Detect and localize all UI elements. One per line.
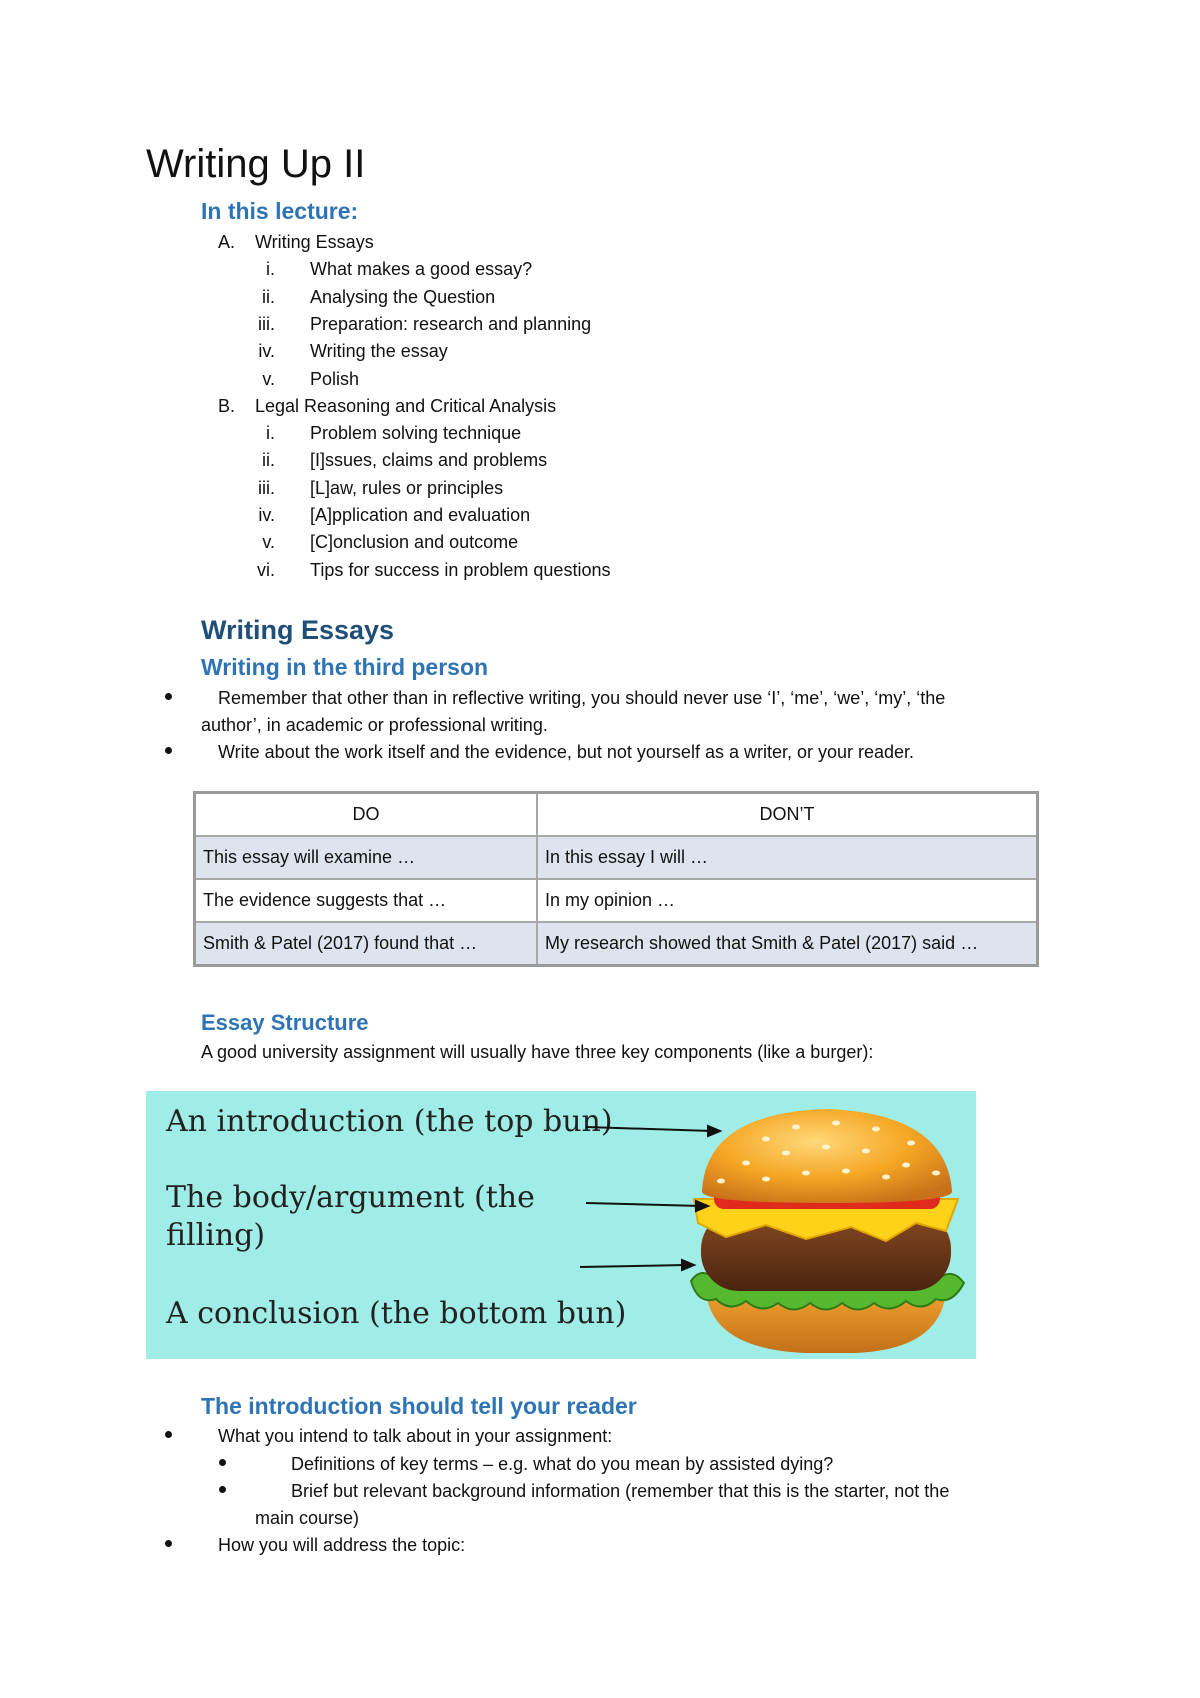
toc-item-text: [I]ssues, claims and problems bbox=[310, 450, 548, 471]
toc-item-text: [C]onclusion and outcome bbox=[310, 532, 519, 553]
toc-item-number: A. bbox=[218, 232, 236, 252]
essay-structure-heading: Essay Structure bbox=[201, 1010, 369, 1035]
table-row bbox=[195, 836, 1038, 879]
burger-label-top: An introduction (the top bun) bbox=[166, 1104, 613, 1139]
toc-item-text: Tips for success in problem questions bbox=[310, 559, 611, 580]
toc-item-number: B. bbox=[218, 395, 236, 416]
bullet-icon bbox=[165, 747, 172, 754]
toc-item-text: Problem solving technique bbox=[310, 423, 522, 444]
lecture-heading: In this lecture: bbox=[201, 198, 359, 224]
intro-sub-bullet-1: Definitions of key terms – e.g. what do you mean by assisted dying? bbox=[291, 1454, 834, 1474]
toc-item-text: What makes a good essay? bbox=[310, 259, 533, 280]
table-header-do: DO bbox=[195, 793, 538, 837]
top-bun-icon bbox=[702, 1109, 952, 1203]
table-cell: Smith & Patel (2017) found that … bbox=[195, 922, 538, 966]
intro-sub-bullet-2 bbox=[255, 1478, 1075, 1532]
arrow-middle-icon bbox=[586, 1203, 701, 1206]
toc-item-number: ii. bbox=[262, 450, 275, 471]
arrow-bottom-icon bbox=[580, 1265, 686, 1267]
toc-item-text: [L]aw, rules or principles bbox=[310, 477, 504, 498]
bullet-1-line-1: Remember that other than in reflective writing, you should never use ‘I’, ‘me’, ‘we’, ‘my’, ‘the bbox=[218, 688, 946, 708]
table-header-dont: DON’T bbox=[537, 793, 1038, 837]
bullet-icon bbox=[165, 1540, 172, 1547]
burger-label-bottom: A conclusion (the bottom bun) bbox=[166, 1296, 627, 1331]
introduction-heading: The introduction should tell your reader bbox=[201, 1393, 637, 1419]
intro-bullet-1: What you intend to talk about in your assignment: bbox=[218, 1426, 613, 1446]
toc-item-number: i. bbox=[266, 259, 275, 280]
table-cell: The evidence suggests that … bbox=[195, 879, 538, 922]
bullet-icon bbox=[219, 1486, 226, 1493]
toc-item-text: [A]pplication and evaluation bbox=[310, 505, 531, 525]
toc-item-text: Preparation: research and planning bbox=[310, 313, 592, 334]
burger-label-middle-line-2: filling) bbox=[166, 1218, 266, 1253]
third-person-bullet-2: Write about the work itself and the evidence, but not yourself as a writer, or your reader. bbox=[218, 742, 915, 762]
toc-item-text: Polish bbox=[310, 368, 360, 389]
essay-structure-text: A good university assignment will usually have three key components (like a burger): bbox=[201, 1042, 874, 1062]
bullet-1-line-2: author’, in academic or professional writing. bbox=[201, 715, 548, 735]
table-cell: My research showed that Smith & Patel (2017) said … bbox=[537, 922, 1038, 966]
intro-sub-bullet-2-line-2: main course) bbox=[255, 1508, 360, 1528]
toc-item-number: v. bbox=[262, 532, 275, 553]
toc-item-number: ii. bbox=[262, 286, 275, 307]
table-row bbox=[195, 922, 1038, 966]
third-person-bullet-1 bbox=[201, 685, 1061, 739]
toc-item-text: Writing the essay bbox=[310, 341, 448, 362]
toc-item-number: iii. bbox=[258, 313, 275, 334]
third-person-heading: Writing in the third person bbox=[201, 654, 489, 680]
page-title: Writing Up II bbox=[146, 142, 366, 186]
intro-bullet-2: How you will address the topic: bbox=[218, 1535, 466, 1555]
toc-item-number: i. bbox=[266, 423, 275, 444]
section-heading-writing-essays: Writing Essays bbox=[201, 615, 395, 645]
burger-figure bbox=[146, 1091, 976, 1359]
toc-item-number: iii. bbox=[258, 477, 275, 498]
toc-item-text: Writing Essays bbox=[255, 232, 374, 252]
bullet-icon bbox=[165, 693, 172, 700]
toc-item-number: iv. bbox=[258, 505, 275, 525]
table-cell: This essay will examine … bbox=[195, 836, 538, 879]
bullet-icon bbox=[165, 1431, 172, 1438]
do-dont-table bbox=[193, 791, 1039, 967]
toc-item-number: iv. bbox=[258, 341, 275, 362]
table-header-row bbox=[195, 793, 1038, 837]
table-row bbox=[195, 879, 1038, 922]
toc-item-text: Analysing the Question bbox=[310, 286, 496, 307]
table-cell: In my opinion … bbox=[537, 879, 1038, 922]
toc-item-number: vi. bbox=[257, 559, 275, 580]
intro-sub-bullet-2-line-1: Brief but relevant background information (remember that this is the starter, not the bbox=[291, 1481, 950, 1501]
toc-item-text: Legal Reasoning and Critical Analysis bbox=[255, 395, 557, 416]
burger-illustration bbox=[146, 1091, 976, 1359]
burger-label-middle-line-1: The body/argument (the bbox=[166, 1180, 535, 1215]
toc-item-number: v. bbox=[262, 368, 275, 389]
table-cell: In this essay I will … bbox=[537, 836, 1038, 879]
bullet-icon bbox=[219, 1459, 226, 1466]
arrow-top-icon bbox=[586, 1127, 712, 1131]
